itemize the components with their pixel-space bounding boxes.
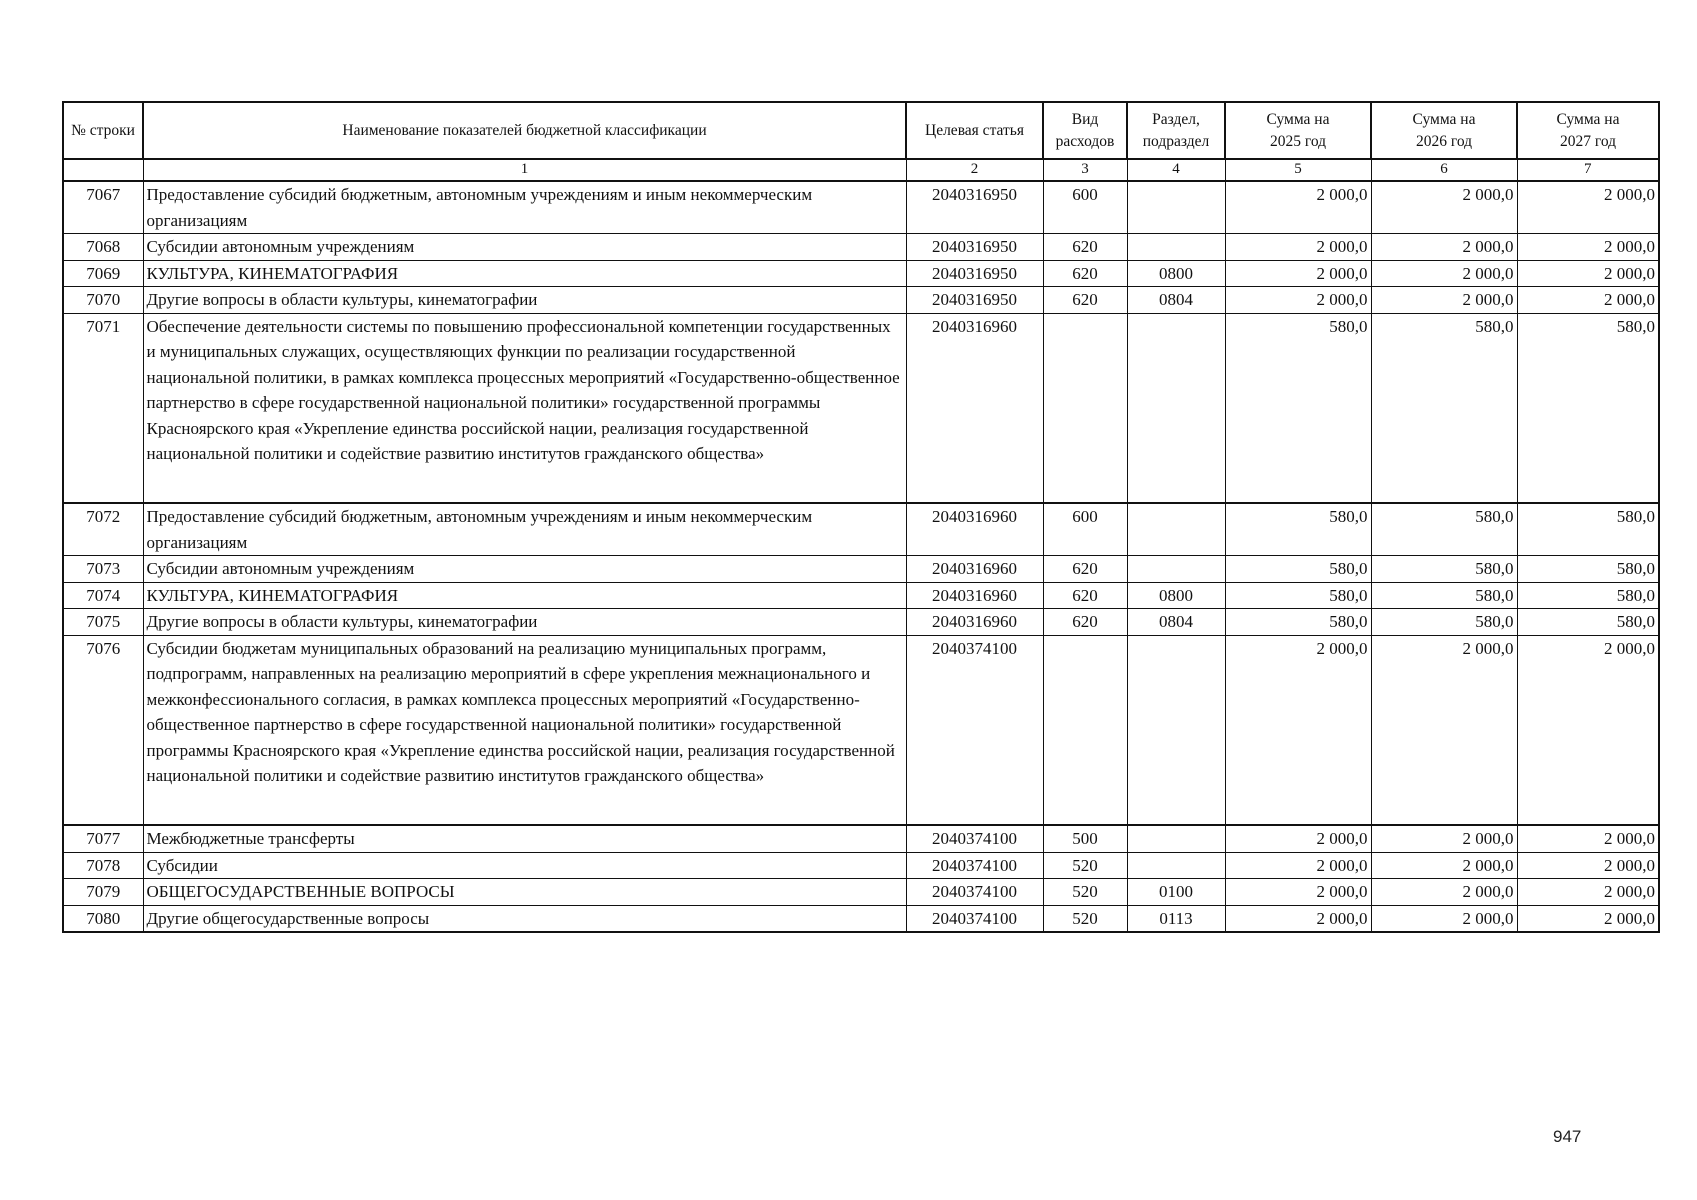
row-target-article: 2040374100 (906, 879, 1043, 906)
row-section: 0800 (1127, 260, 1225, 287)
row-section: 0804 (1127, 287, 1225, 314)
row-target-article: 2040316950 (906, 181, 1043, 234)
row-sum-2025: 580,0 (1225, 609, 1371, 636)
table-row (63, 825, 1659, 852)
table-row (63, 287, 1659, 314)
row-name: Другие общегосударственные вопросы (143, 905, 906, 932)
row-sum-2027: 2 000,0 (1517, 287, 1659, 314)
header-sum-2025-line2: 2025 год (1269, 132, 1327, 150)
row-expense-kind (1043, 313, 1127, 503)
header-target-article: Целевая статья (906, 102, 1043, 159)
row-sum-2027: 580,0 (1517, 313, 1659, 503)
row-sum-2026: 2 000,0 (1371, 905, 1517, 932)
header-sum-2025 (1225, 102, 1371, 159)
header-sum-2025-line1: Сумма на (1266, 110, 1330, 128)
header-sum-2026-line1: Сумма на (1412, 110, 1476, 128)
row-name: ОБЩЕГОСУДАРСТВЕННЫЕ ВОПРОСЫ (143, 879, 906, 906)
row-target-article: 2040374100 (906, 635, 1043, 825)
row-section (1127, 503, 1225, 556)
row-number: 7068 (63, 234, 143, 261)
row-name: Субсидии бюджетам муниципальных образований на реализацию муниципальных программ, подпрограмм, направленных на реализацию мероприятий в сфере укрепления межнационального и межконфессионального согласия, в рамках комплекса процессных мероприятий «Государственно-общественное партнерство в сфере государственной национальной политики» государственной программы Красноярского края «Укрепление единства российской нации, реализация государственной национальной политики и содействие развитию институтов гражданского общества» (143, 635, 906, 825)
row-sum-2026: 580,0 (1371, 609, 1517, 636)
row-name: Субсидии автономным учреждениям (143, 556, 906, 583)
header-section-line2: подраздел (1142, 132, 1210, 150)
row-expense-kind: 620 (1043, 556, 1127, 583)
row-target-article: 2040316950 (906, 287, 1043, 314)
column-number: 4 (1127, 159, 1225, 181)
row-expense-kind: 600 (1043, 181, 1127, 234)
table-row (63, 852, 1659, 879)
header-sum-2027 (1517, 102, 1659, 159)
row-expense-kind: 620 (1043, 287, 1127, 314)
row-number: 7070 (63, 287, 143, 314)
table-row (63, 503, 1659, 556)
row-sum-2025: 580,0 (1225, 503, 1371, 556)
row-target-article: 2040316950 (906, 260, 1043, 287)
table-row (63, 582, 1659, 609)
row-expense-kind: 520 (1043, 879, 1127, 906)
row-expense-kind: 620 (1043, 609, 1127, 636)
column-number (63, 159, 143, 181)
row-number: 7080 (63, 905, 143, 932)
row-sum-2027: 580,0 (1517, 556, 1659, 583)
table-row (63, 181, 1659, 234)
row-name: КУЛЬТУРА, КИНЕМАТОГРАФИЯ (143, 582, 906, 609)
table-row (63, 635, 1659, 825)
row-target-article: 2040374100 (906, 825, 1043, 852)
table-row (63, 905, 1659, 932)
row-sum-2026: 2 000,0 (1371, 181, 1517, 234)
page-number: 947 (1553, 1127, 1582, 1146)
row-number: 7067 (63, 181, 143, 234)
row-number: 7073 (63, 556, 143, 583)
column-number: 7 (1517, 159, 1659, 181)
row-target-article: 2040316960 (906, 609, 1043, 636)
row-sum-2026: 2 000,0 (1371, 635, 1517, 825)
row-name: Субсидии автономным учреждениям (143, 234, 906, 261)
row-sum-2025: 2 000,0 (1225, 879, 1371, 906)
row-number: 7076 (63, 635, 143, 825)
row-sum-2027: 2 000,0 (1517, 825, 1659, 852)
row-target-article: 2040374100 (906, 905, 1043, 932)
row-number: 7077 (63, 825, 143, 852)
table-row (63, 879, 1659, 906)
column-number: 5 (1225, 159, 1371, 181)
table-row (63, 313, 1659, 503)
header-name: Наименование показателей бюджетной классификации (143, 102, 906, 159)
table-row (63, 260, 1659, 287)
column-number: 3 (1043, 159, 1127, 181)
row-number: 7075 (63, 609, 143, 636)
row-number: 7074 (63, 582, 143, 609)
row-name: Другие вопросы в области культуры, кинематографии (143, 609, 906, 636)
row-sum-2026: 580,0 (1371, 503, 1517, 556)
row-number: 7069 (63, 260, 143, 287)
row-sum-2027: 580,0 (1517, 582, 1659, 609)
header-expense-kind (1043, 102, 1127, 159)
row-sum-2027: 580,0 (1517, 609, 1659, 636)
row-number: 7078 (63, 852, 143, 879)
row-expense-kind: 520 (1043, 905, 1127, 932)
row-section: 0804 (1127, 609, 1225, 636)
row-name: Предоставление субсидий бюджетным, автономным учреждениям и иным некоммерческим организациям (143, 181, 906, 234)
row-section (1127, 825, 1225, 852)
row-section: 0100 (1127, 879, 1225, 906)
row-sum-2027: 2 000,0 (1517, 181, 1659, 234)
row-sum-2026: 2 000,0 (1371, 287, 1517, 314)
budget-table (62, 101, 1660, 933)
row-name: Обеспечение деятельности системы по повышению профессиональной компетенции государственных и муниципальных служащих, осуществляющих функции по реализации государственной национальной политики, в рамках комплекса процессных мероприятий «Государственно-общественное партнерство в сфере государственной национальной политики» государственной программы Красноярского края «Укрепление единства российской нации, реализация государственной национальной политики и содействие развитию институтов гражданского общества» (143, 313, 906, 503)
row-name: Другие вопросы в области культуры, кинематографии (143, 287, 906, 314)
row-section (1127, 556, 1225, 583)
row-sum-2025: 580,0 (1225, 556, 1371, 583)
column-number: 2 (906, 159, 1043, 181)
row-expense-kind: 620 (1043, 582, 1127, 609)
row-sum-2026: 2 000,0 (1371, 825, 1517, 852)
header-section (1127, 102, 1225, 159)
header-expense-kind-line1: Вид (1071, 110, 1099, 128)
row-sum-2025: 2 000,0 (1225, 635, 1371, 825)
table-row (63, 556, 1659, 583)
row-target-article: 2040316960 (906, 503, 1043, 556)
column-number: 1 (143, 159, 906, 181)
row-sum-2026: 580,0 (1371, 313, 1517, 503)
row-sum-2026: 580,0 (1371, 556, 1517, 583)
row-section (1127, 313, 1225, 503)
header-sum-2026 (1371, 102, 1517, 159)
table-body (63, 181, 1659, 932)
row-sum-2025: 580,0 (1225, 582, 1371, 609)
row-sum-2027: 2 000,0 (1517, 879, 1659, 906)
row-expense-kind: 620 (1043, 260, 1127, 287)
header-sum-2027-line1: Сумма на (1556, 110, 1620, 128)
row-sum-2025: 2 000,0 (1225, 260, 1371, 287)
header-sum-2026-line2: 2026 год (1415, 132, 1473, 150)
row-name: Субсидии (143, 852, 906, 879)
row-number: 7071 (63, 313, 143, 503)
row-sum-2025: 2 000,0 (1225, 852, 1371, 879)
row-target-article: 2040316960 (906, 582, 1043, 609)
row-sum-2025: 2 000,0 (1225, 287, 1371, 314)
row-name: Предоставление субсидий бюджетным, автономным учреждениям и иным некоммерческим организациям (143, 503, 906, 556)
header-expense-kind-line2: расходов (1055, 132, 1115, 150)
row-target-article: 2040374100 (906, 852, 1043, 879)
row-sum-2026: 2 000,0 (1371, 260, 1517, 287)
row-target-article: 2040316960 (906, 556, 1043, 583)
row-target-article: 2040316960 (906, 313, 1043, 503)
row-sum-2027: 2 000,0 (1517, 905, 1659, 932)
row-section (1127, 181, 1225, 234)
row-sum-2025: 2 000,0 (1225, 234, 1371, 261)
column-numbers-row (63, 159, 1659, 181)
row-sum-2027: 2 000,0 (1517, 852, 1659, 879)
header-sum-2027-line2: 2027 год (1559, 132, 1617, 150)
row-sum-2026: 2 000,0 (1371, 852, 1517, 879)
row-sum-2025: 2 000,0 (1225, 825, 1371, 852)
header-section-line1: Раздел, (1152, 110, 1200, 128)
row-expense-kind: 520 (1043, 852, 1127, 879)
row-expense-kind (1043, 635, 1127, 825)
column-number: 6 (1371, 159, 1517, 181)
row-section (1127, 852, 1225, 879)
row-number: 7079 (63, 879, 143, 906)
row-sum-2027: 580,0 (1517, 503, 1659, 556)
row-name: Межбюджетные трансферты (143, 825, 906, 852)
table-row (63, 609, 1659, 636)
row-sum-2027: 2 000,0 (1517, 635, 1659, 825)
table-row (63, 234, 1659, 261)
row-sum-2026: 2 000,0 (1371, 234, 1517, 261)
row-sum-2026: 2 000,0 (1371, 879, 1517, 906)
row-target-article: 2040316950 (906, 234, 1043, 261)
row-section: 0113 (1127, 905, 1225, 932)
row-sum-2025: 2 000,0 (1225, 905, 1371, 932)
header-row (63, 102, 1659, 159)
row-sum-2027: 2 000,0 (1517, 234, 1659, 261)
row-section (1127, 635, 1225, 825)
row-sum-2025: 580,0 (1225, 313, 1371, 503)
row-sum-2026: 580,0 (1371, 582, 1517, 609)
row-name: КУЛЬТУРА, КИНЕМАТОГРАФИЯ (143, 260, 906, 287)
header-row-number: № строки (63, 102, 143, 159)
row-number: 7072 (63, 503, 143, 556)
row-sum-2025: 2 000,0 (1225, 181, 1371, 234)
row-expense-kind: 620 (1043, 234, 1127, 261)
row-section: 0800 (1127, 582, 1225, 609)
row-sum-2027: 2 000,0 (1517, 260, 1659, 287)
row-expense-kind: 600 (1043, 503, 1127, 556)
row-expense-kind: 500 (1043, 825, 1127, 852)
row-section (1127, 234, 1225, 261)
